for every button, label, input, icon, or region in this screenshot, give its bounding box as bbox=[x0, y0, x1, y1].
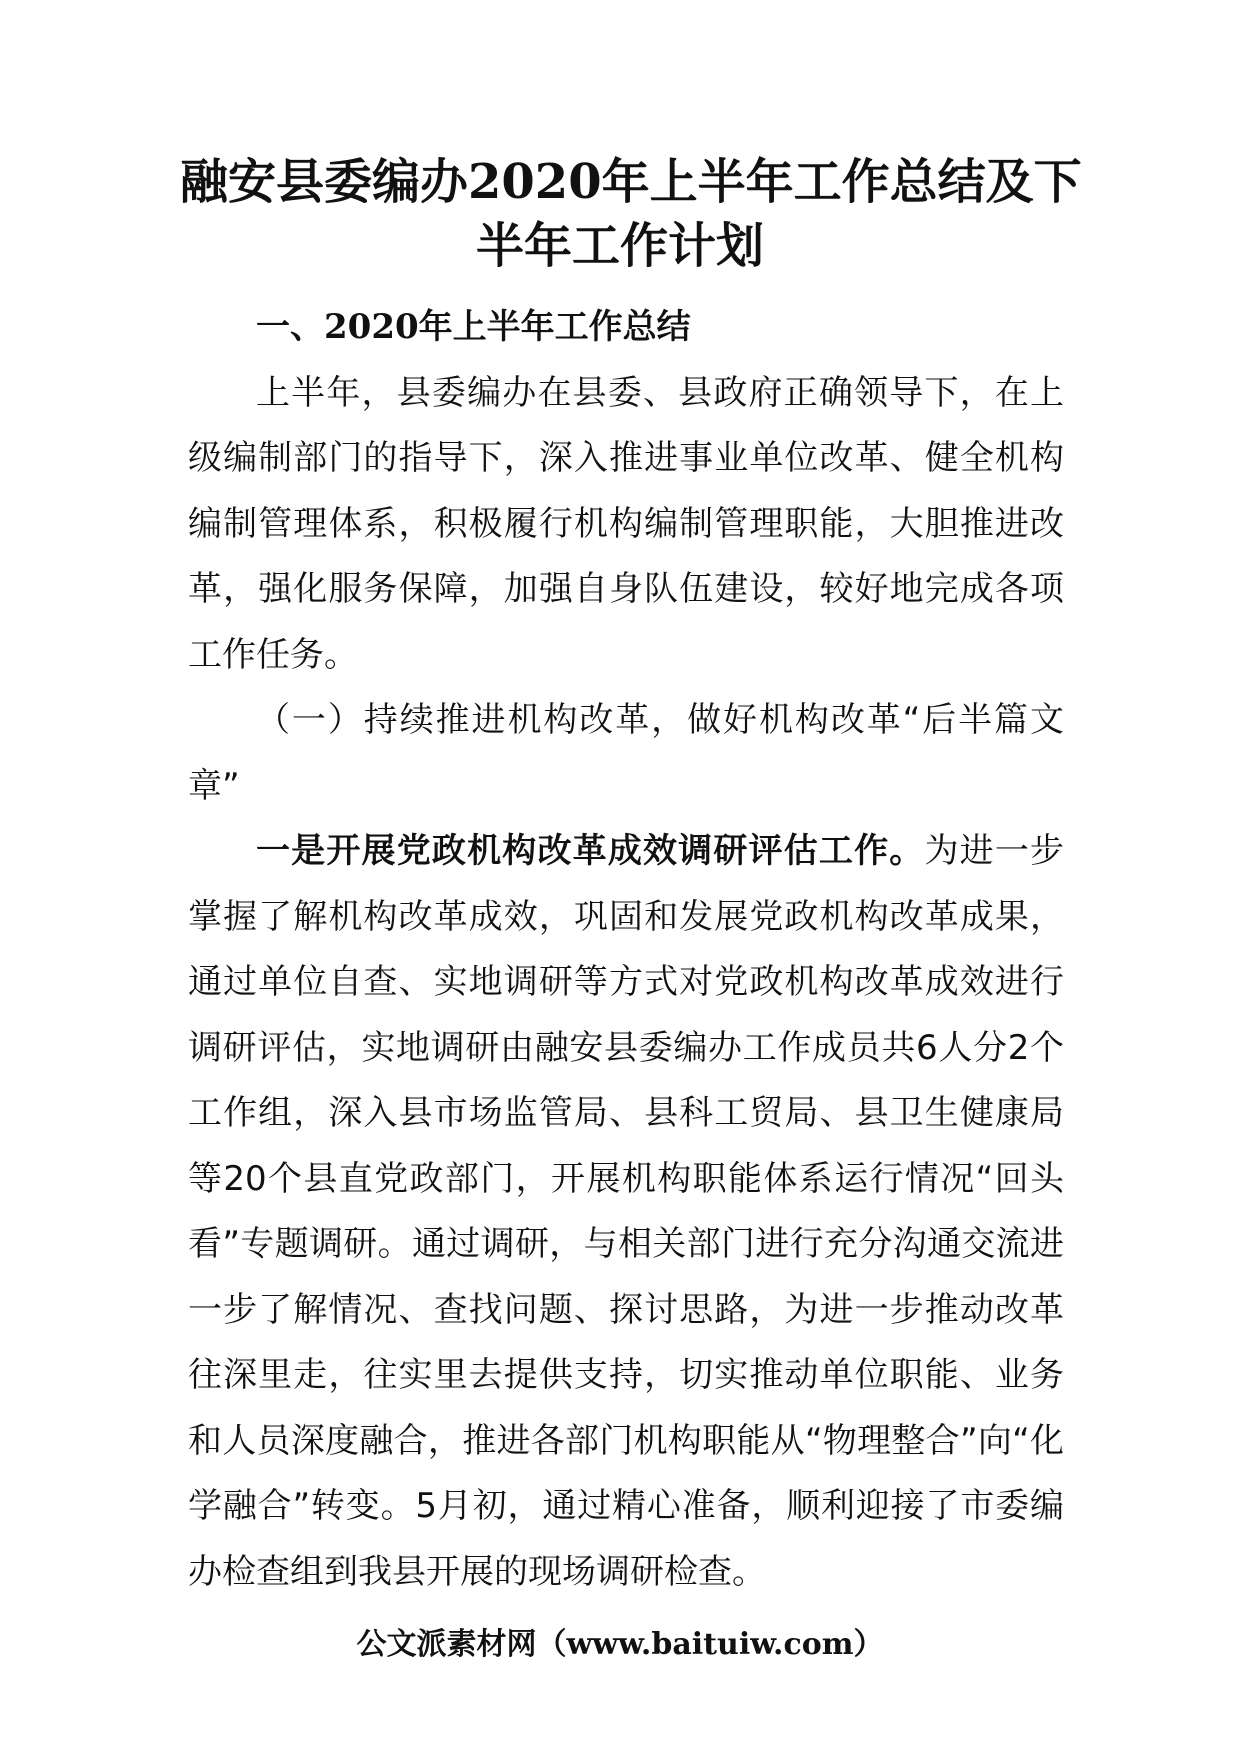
item-paragraph bbox=[188, 819, 1064, 1605]
intro-paragraph: 上半年，县委编办在县委、县政府正确领导下，在上级编制部门的指导下，深入推进事业单位改革、健全机构编制管理体系，积极履行机构编制管理职能，大胆推进改革，强化服务保障，加强自身队伍建设，较好地完成各项工作任务。 bbox=[188, 372, 1064, 675]
document-title bbox=[180, 150, 1082, 278]
section-heading: 一、2020年上半年工作总结 bbox=[256, 307, 691, 347]
title-line-1: 融安县委编办2020年上半年工作总结及下 bbox=[180, 154, 1082, 210]
item-lead: 一是开展党政机构改革成效调研评估工作。 bbox=[256, 831, 925, 871]
document-body bbox=[188, 295, 1064, 1605]
title-line-2: 半年工作计划 bbox=[475, 218, 764, 274]
item-body: 为进一步掌握了解机构改革成效，巩固和发展党政机构改革成果，通过单位自查、实地调研等方式对党政机构改革成效进行调研评估，实地调研由融安县委编办工作成员共6人分2个工作组，深入县市场监管局、县科工贸局、县卫生健康局等20个县直党政部门，开展机构职能体系运行情况“回头看”专题调研。通过调研，与相关部门进行充分沟通交流进一步了解情况、查找问题、探讨思路，为进一步推动改革往深里走，往实里去提供支持，切实推动单位职能、业务和人员深度融合，推进各部门机构职能从“物理整合”向“化学融合”转变。5月初，通过精心准备，顺利迎接了市委编办检查组到我县开展的现场调研检查。 bbox=[188, 831, 1064, 1592]
subsection-heading: （一）持续推进机构改革，做好机构改革“后半篇文章” bbox=[188, 700, 1064, 806]
footer-watermark: 公文派素材网（www.baituiw.com） bbox=[356, 1627, 884, 1662]
